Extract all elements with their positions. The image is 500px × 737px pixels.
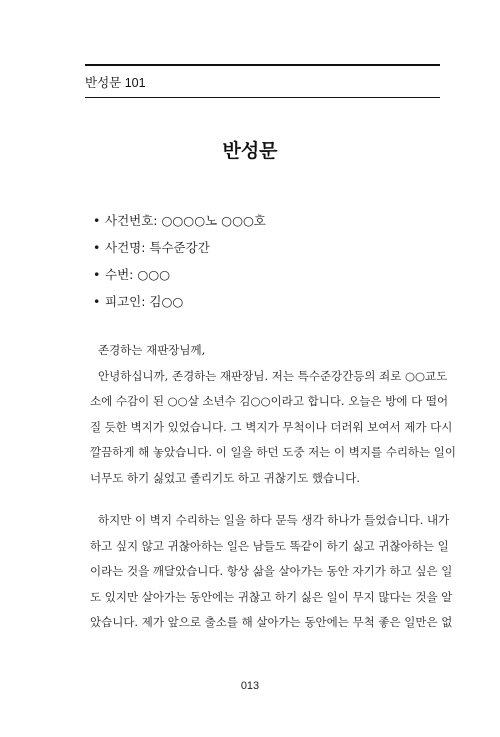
- paragraph-line: 소에 수감이 된 ○○살 소년수 김○○이라고 합니다. 오늘은 방에 다 떨어: [90, 394, 449, 408]
- salutation: [90, 338, 435, 364]
- inmate-number: 수번: ○○○: [105, 267, 171, 282]
- letter-body: [90, 338, 457, 491]
- case-info-item: [93, 211, 266, 238]
- paragraph-line: 안녕하십니까, 존경하는 재판장님. 저는 특수준강간등의 죄로 ○○교도: [98, 368, 448, 383]
- bullet-icon: •: [93, 294, 101, 309]
- case-info-item: [93, 238, 266, 265]
- paragraph-line: 너무도 하기 싫었고 졸리기도 하고 귀찮기도 했습니다.: [90, 470, 360, 485]
- letter-body-continued: [90, 508, 453, 636]
- bullet-icon: •: [93, 267, 101, 282]
- case-info-item: [93, 265, 266, 292]
- bullet-icon: •: [93, 213, 101, 228]
- running-header-title: 반성문 101: [85, 73, 440, 98]
- case-info-item: [93, 292, 266, 319]
- paragraph-line: 하지만 이 벽지 수리하는 일을 하다 문득 생각 하나가 들었습니다. 내가: [98, 513, 450, 527]
- paragraph-line: 도 있지만 살아가는 동안에는 귀찮고 하기 싫은 일이 무지 많다는 것을 알: [90, 589, 453, 604]
- paragraph-2: [90, 508, 453, 636]
- paragraph-line: 질 듯한 벽지가 있었습니다. 그 벽지가 무척이나 더러워 보여서 제가 다시: [90, 419, 453, 434]
- document-title: 반성문: [222, 140, 278, 162]
- paragraph-line: 깔끔하게 해 놓았습니다. 이 일을 하던 도중 저는 이 벽지를 수리하는 일이: [90, 445, 457, 459]
- running-header: [85, 64, 440, 98]
- case-name: 사건명: 특수준강간: [105, 240, 210, 255]
- paragraph-1: [90, 364, 457, 492]
- paragraph-line: 하고 싶지 않고 귀찮아하는 일은 남들도 똑같이 하기 싫고 귀찮아하는 일: [90, 538, 449, 553]
- page-number: 013: [240, 680, 260, 692]
- case-info-list: [93, 211, 266, 319]
- case-number: 사건번호: ○○○○노 ○○○호: [105, 213, 266, 228]
- paragraph-line: 이라는 것을 깨달았습니다. 항상 삶을 살아가는 동안 자기가 하고 싶은 일: [90, 564, 453, 578]
- paragraph-line: 았습니다. 제가 앞으로 출소를 해 살아가는 동안에는 무척 좋은 일만은 없: [90, 615, 453, 629]
- bullet-icon: •: [93, 240, 101, 255]
- salutation-line: 존경하는 재판장님께,: [98, 343, 206, 357]
- defendant-name: 피고인: 김○○: [105, 294, 184, 309]
